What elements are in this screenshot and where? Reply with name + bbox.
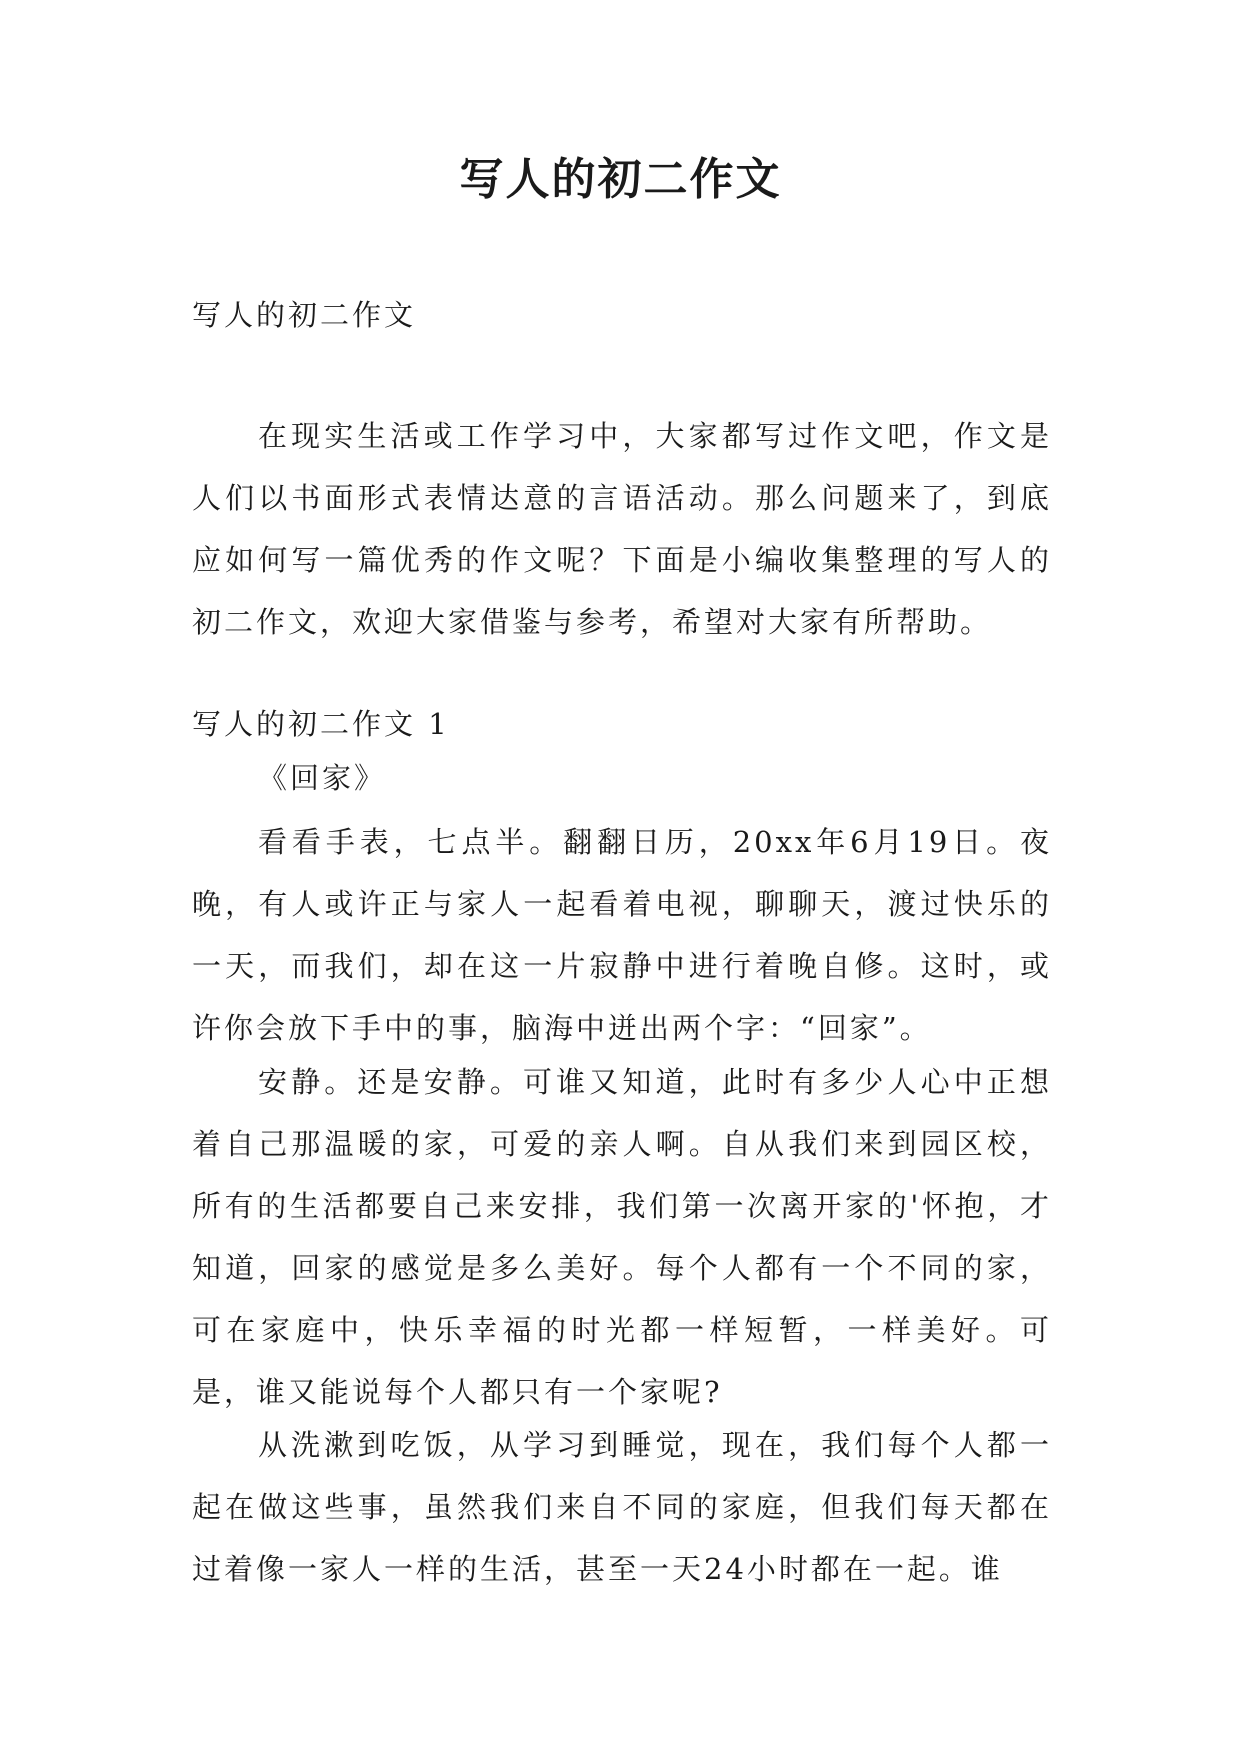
intro-paragraph: 在现实生活或工作学习中，大家都写过作文吧，作文是人们以书面形式表情达意的言语活动。那么问题来了，到底应如何写一篇优秀的作文呢？下面是小编收集整理的写人的初二作文，欢迎大家借鉴与参考，希望对大家有所帮助。 xyxy=(192,419,1052,639)
essay-title: 《回家》 xyxy=(258,761,387,795)
section-heading: 写人的初二作文 1 xyxy=(192,707,450,741)
body-paragraph: 安静。还是安静。可谁又知道，此时有多少人心中正想着自己那温暖的家，可爱的亲人啊。自从我们来到园区校，所有的生活都要自己来安排，我们第一次离开家的'怀抱，才知道，回家的感觉是多么美好。每个人都有一个不同的家，可在家庭中，快乐幸福的时光都一样短暂，一样美好。可是，谁又能说每个人都只有一个家呢? xyxy=(192,1065,1052,1409)
body-paragraph: 看看手表，七点半。翻翻日历，20xx年6月19日。夜晚，有人或许正与家人一起看着电视，聊聊天，渡过快乐的一天，而我们，却在这一片寂静中进行着晚自修。这时，或许你会放下手中的事，脑海中迸出两个字：“回家”。 xyxy=(192,825,1052,1045)
document-title: 写人的初二作文 xyxy=(459,154,782,205)
body-paragraph: 从洗漱到吃饭，从学习到睡觉，现在，我们每个人都一起在做这些事，虽然我们来自不同的家庭，但我们每天都在过着像一家人一样的生活，甚至一天24小时都在一起。谁 xyxy=(192,1428,1052,1586)
document-subtitle: 写人的初二作文 xyxy=(192,298,417,332)
